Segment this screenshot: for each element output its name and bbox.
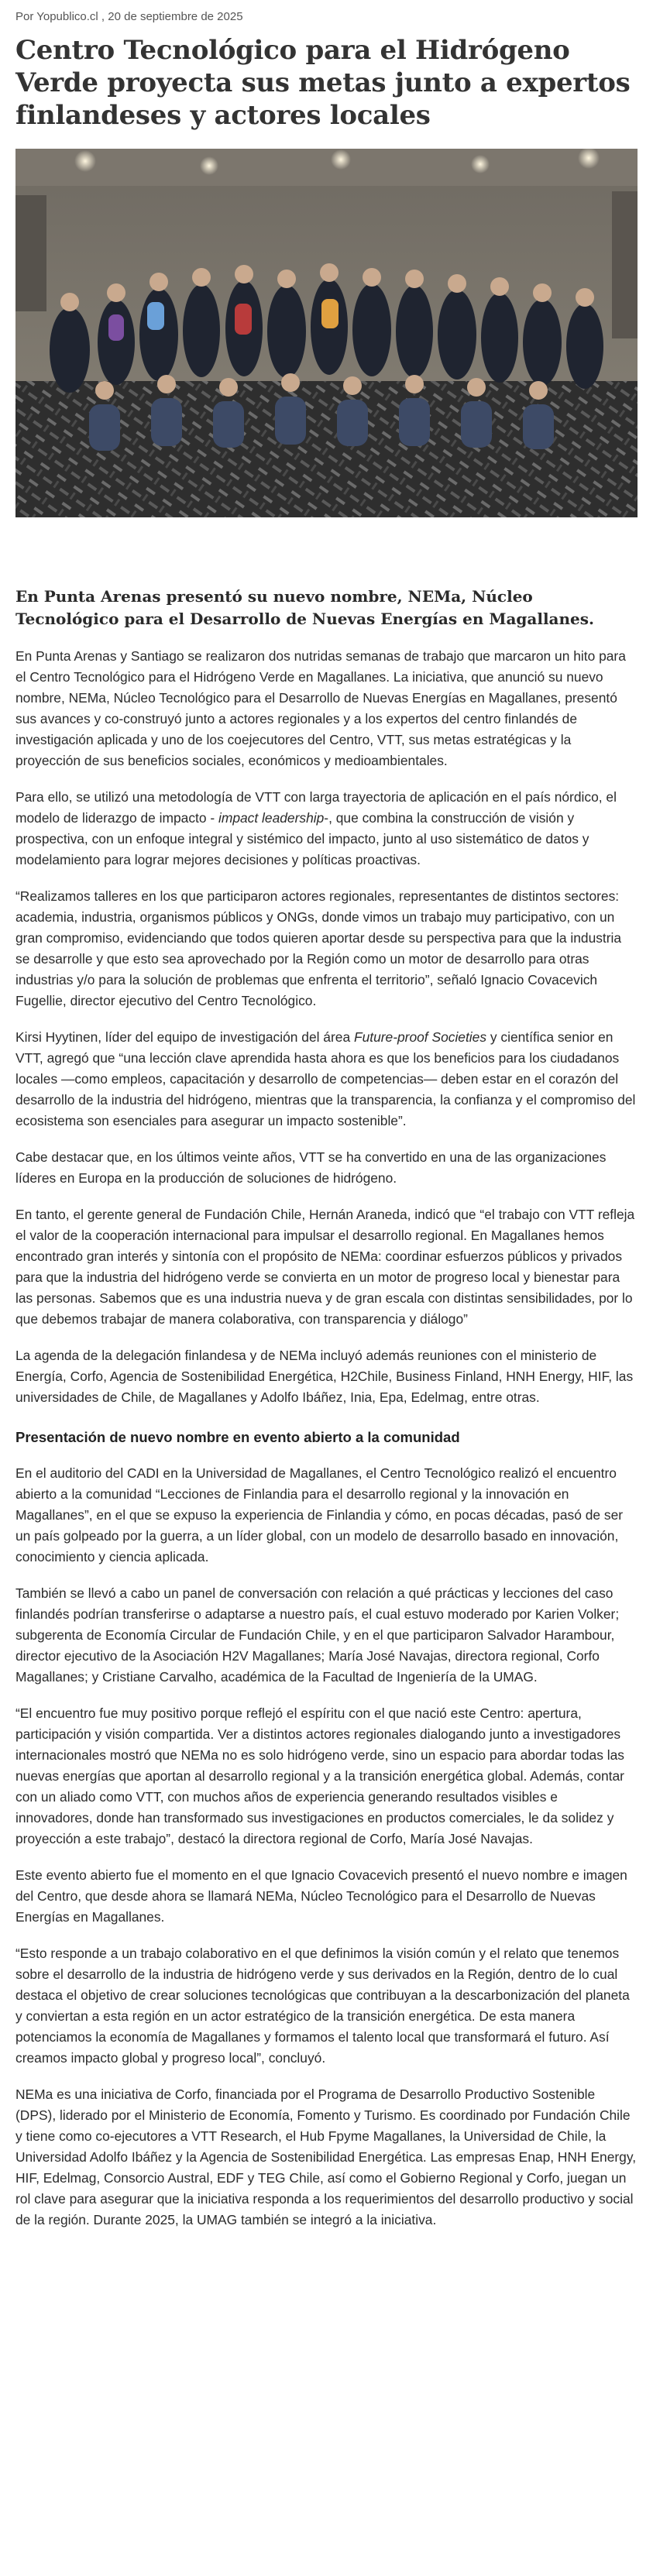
paragraph: Este evento abierto fue el momento en el que Ignacio Covacevich presentó el nuevo nombre e imagen del Centro, que desde ahora se llamará NEMa, Núcleo Tecnológico para el Desarrollo de Nuevas Energías en Magallanes. (15, 1867, 627, 1925)
article-lead: En Punta Arenas presentó su nuevo nombre, NEMa, Núcleo Tecnológico para el Desarrollo de Nuevas Energías en Magallanes. (15, 587, 595, 628)
paragraph: Para ello, se utilizó una metodología de VTT con larga trayectoria de aplicación en el país nórdico, el modelo de liderazgo de impacto - impact leadership-, que combina la construcción de visión y prospectiva, con un enfoque integral y sistémico del impacto, junto al uso sistemático de datos y modelamiento para lograr mejores decisiones y políticas proactivas. (15, 789, 617, 867)
byline: Por Yopublico.cl , 20 de septiembre de 2025 (15, 10, 243, 23)
hero-photo (15, 149, 638, 517)
emphasis: impact leadership (218, 810, 325, 826)
paragraph: “Realizamos talleres en los que participaron actores regionales, representantes de distintos sectores: academia, industria, organismos públicos y ONGs, donde vimos un trabajo muy participativo, con un gran compromiso, evidenciando que todos quieren aportar desde su perspectiva para que la industria se desarrolle y que esto sea aprovechado por la Región como un motor de desarrollo para otras industrias y/o para la solución de problemas que enfrenta el territorio”, señaló Ignacio Covacevich Fugellie, director ejecutivo del Centro Tecnológico. (15, 888, 622, 1008)
paragraph: “El encuentro fue muy positivo porque reflejó el espíritu con el que nació este Centro: apertura, participación y visión compartida. Ver a distintos actores regionales dialogando junto a investigadores internacionales mostró que NEMa no es solo hidrógeno verde, sino un espacio para abordar todas las nuevas energías que aportan al desarrollo regional y a la transición energética global. Además, contar con un aliado como VTT, con muchos años de experiencia generando resultados visibles e innovadores, donde han transformado sus investigaciones en productos comerciales, le da solidez y proyección a este trabajo”, destacó la directora regional de Corfo, María José Navajas. (15, 1705, 624, 1846)
section-subheading: Presentación de nuevo nombre en evento abierto a la comunidad (15, 1429, 460, 1445)
paragraph: En el auditorio del CADI en la Universidad de Magallanes, el Centro Tecnológico realizó el encuentro abierto a la comunidad “Lecciones de Finlandia para el desarrollo regional y la innovación en Magallanes”, en el que se expuso la experiencia de Finlandia y cómo, en pocas décadas, pasó de ser un país golpeado por la guerra, a un líder global, con un modelo de desarrollo basado en innovación, conocimiento y ciencia aplicada. (15, 1465, 624, 1564)
paragraph: Kirsi Hyytinen, líder del equipo de investigación del área Future-proof Societies y científica senior en VTT, agregó que “una lección clave aprendida hasta ahora es que los beneficios para los ciudadanos locales —como empleos, capacitación y desarrollo de competencias— deben estar en el corazón del desarrollo de la industria del hidrógeno, mientras que la transparencia, la confianza y el compromiso del ecosistema son esenciales para asegurar un impacto sostenible”. (15, 1029, 636, 1128)
article-body (15, 646, 638, 2231)
paragraph: NEMa es una iniciativa de Corfo, financiada por el Programa de Desarrollo Productivo Sostenible (DPS), liderado por el Ministerio de Economía, Fomento y Turismo. Es coordinado por Fundación Chile y tiene como co-ejecutores a VTT Research, el Hub Fpyme Magallanes, la Universidad de Chile, la Universidad Adolfo Ibáñez y la Agencia de Sostenibilidad Energética. Las empresas Enap, HNH Energy, HIF, Edelmag, Consorcio Austral, EDF y TEG Chile, así como el Gobierno Regional y Corfo, juegan un rol clave para asegurar que la iniciativa responda a los requerimientos del desarrollo productivo y social de la región. Durante 2025, la UMAG también se integró a la iniciativa. (15, 2087, 637, 2227)
article (15, 0, 638, 2231)
emphasis: Future-proof Societies (353, 1029, 487, 1045)
paragraph: Cabe destacar que, en los últimos veinte años, VTT se ha convertido en una de las organizaciones líderes en Europa en la producción de soluciones de hidrógeno. (15, 1149, 607, 1186)
paragraph: En Punta Arenas y Santiago se realizaron dos nutridas semanas de trabajo que marcaron un hito para el Centro Tecnológico para el Hidrógeno Verde en Magallanes. La iniciativa, que anunció su nuevo nombre, NEMa, Núcleo Tecnológico para el Desarrollo de Nuevas Energías en Magallanes, presentó sus avances y co-construyó junto a actores regionales y a los expertos del centro finlandés de investigación aplicada y uno de los coejecutores del Centro, VTT, sus metas estratégicas y la proyección de sus beneficios sociales, económicos y medioambientales. (15, 648, 626, 768)
group-photo-illustration (15, 149, 638, 517)
article-title: Centro Tecnológico para el Hidrógeno Verde proyecta sus metas junto a expertos finlandeses y actores locales (15, 35, 631, 131)
paragraph: La agenda de la delegación finlandesa y de NEMa incluyó además reuniones con el ministerio de Energía, Corfo, Agencia de Sostenibilidad Energética, H2Chile, Business Finland, HNH Energy, HIF, las universidades de Chile, de Magallanes y Adolfo Ibáñez, Inia, Epa, Edelmag, entre otras. (15, 1348, 634, 1405)
paragraph: “Esto responde a un trabajo colaborativo en el que definimos la visión común y el relato que tenemos sobre el desarrollo de la industria de hidrógeno verde y sus derivados en la Región, dentro de lo cual destaca el objetivo de crear soluciones tecnológicas que contribuyan a la descarbonización del planeta y conviertan a esta región en un actor estratégico de la transición energética. De esta manera potenciamos la economía de Magallanes y formamos el talento local que transformará el futuro. Así creamos impacto global y progreso local”, concluyó. (15, 1946, 630, 2066)
paragraph: También se llevó a cabo un panel de conversación con relación a qué prácticas y lecciones del caso finlandés podrían transferirse o adaptarse a nuestro país, el cual estuvo moderado por Karien Volker; subgerenta de Economía Circular de Fundación Chile, y en el que participaron Salvador Harambour, director ejecutivo de la Asociación H2V Magallanes; María José Navajas, directora regional, Corfo Magallanes; y Cristiane Carvalho, académica de la Facultad de Ingeniería de la UMAG. (15, 1585, 620, 1685)
paragraph: En tanto, el gerente general de Fundación Chile, Hernán Araneda, indicó que “el trabajo con VTT refleja el valor de la cooperación internacional para impulsar el desarrollo regional. En Magallanes hemos encontrado gran interés y sintonía con el propósito de NEMa: coordinar esfuerzos públicos y privados para que la industria del hidrógeno verde se convierta en un motor de progreso local y bienestar para las personas. Sabemos que es una industria nueva y de gran escala con distintas sensibilidades, por lo que debemos trabajar de manera colaborativa, con transparencia y diálogo” (15, 1207, 635, 1327)
